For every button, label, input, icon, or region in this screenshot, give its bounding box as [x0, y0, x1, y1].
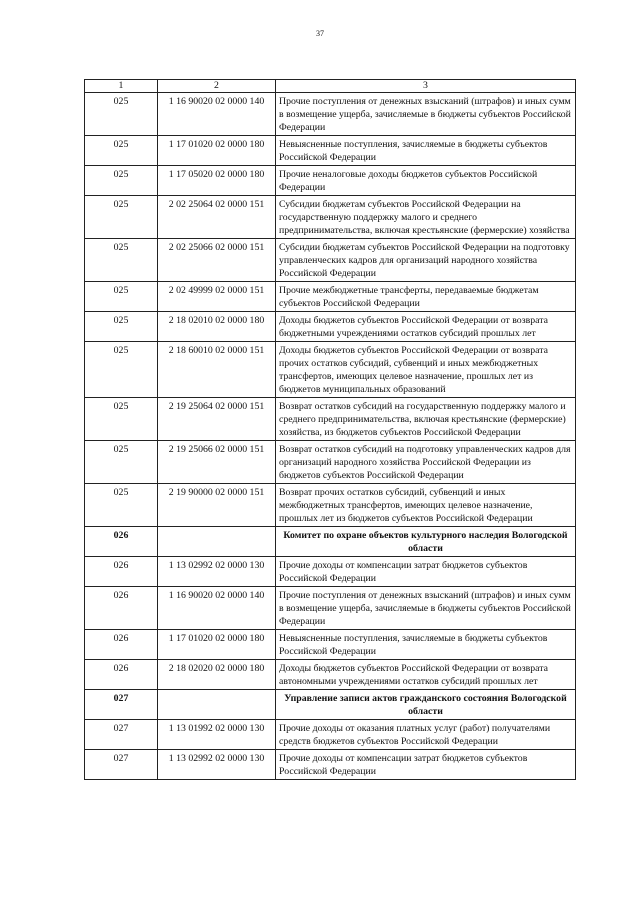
- revenue-name-cell: Комитет по охране объектов культурного наследия Вологодской области: [276, 527, 576, 557]
- budget-revenue-table: [84, 79, 576, 780]
- table-row: [85, 750, 576, 780]
- revenue-code-cell: 1 13 02992 02 0000 130: [158, 557, 276, 587]
- section-header-row: [85, 527, 576, 557]
- admin-code-cell: 025: [85, 342, 158, 398]
- revenue-code-cell: 2 18 02010 02 0000 180: [158, 312, 276, 342]
- admin-code-cell: 025: [85, 166, 158, 196]
- admin-code-cell: 027: [85, 750, 158, 780]
- table-row: [85, 136, 576, 166]
- revenue-name-cell: Доходы бюджетов субъектов Российской Федерации от возврата прочих остатков субсидий, субвенций и иных межбюджетных трансфертов, имеющих целевое назначение, прошлых лет из бюджетов муниципальных образований: [276, 342, 576, 398]
- revenue-code-cell: 2 19 90000 02 0000 151: [158, 484, 276, 527]
- table-row: [85, 660, 576, 690]
- table-row: [85, 93, 576, 136]
- revenue-code-cell: [158, 690, 276, 720]
- admin-code-cell: 025: [85, 196, 158, 239]
- page-number: 37: [316, 29, 324, 38]
- revenue-name-cell: Невыясненные поступления, зачисляемые в бюджеты субъектов Российской Федерации: [276, 630, 576, 660]
- header-col-3: 3: [276, 80, 576, 93]
- admin-code-cell: 026: [85, 660, 158, 690]
- revenue-code-cell: 1 16 90020 02 0000 140: [158, 93, 276, 136]
- admin-code-cell: 025: [85, 441, 158, 484]
- admin-code-cell: 027: [85, 720, 158, 750]
- table-row: [85, 398, 576, 441]
- revenue-name-cell: Доходы бюджетов субъектов Российской Федерации от возврата автономными учреждениями остатков субсидий прошлых лет: [276, 660, 576, 690]
- table-row: [85, 557, 576, 587]
- table-row: [85, 196, 576, 239]
- revenue-name-cell: Прочие доходы от компенсации затрат бюджетов субъектов Российской Федерации: [276, 557, 576, 587]
- header-col-1: 1: [85, 80, 158, 93]
- revenue-code-cell: 2 19 25066 02 0000 151: [158, 441, 276, 484]
- table-row: [85, 484, 576, 527]
- revenue-name-cell: Прочие доходы от компенсации затрат бюджетов субъектов Российской Федерации: [276, 750, 576, 780]
- admin-code-cell: 026: [85, 557, 158, 587]
- table-row: [85, 441, 576, 484]
- revenue-code-cell: 2 02 25066 02 0000 151: [158, 239, 276, 282]
- table-row: [85, 312, 576, 342]
- admin-code-cell: 025: [85, 93, 158, 136]
- revenue-code-cell: 2 02 25064 02 0000 151: [158, 196, 276, 239]
- revenue-name-cell: Возврат прочих остатков субсидий, субвенций и иных межбюджетных трансфертов, имеющих целевое назначение, прошлых лет из бюджетов субъектов Российской Федерации: [276, 484, 576, 527]
- revenue-name-cell: Прочие поступления от денежных взысканий (штрафов) и иных сумм в возмещение ущерба, зачисляемые в бюджеты субъектов Российской Федерации: [276, 587, 576, 630]
- revenue-name-cell: Прочие межбюджетные трансферты, передаваемые бюджетам субъектов Российской Федерации: [276, 282, 576, 312]
- revenue-code-cell: 2 18 02020 02 0000 180: [158, 660, 276, 690]
- revenue-name-cell: Управление записи актов гражданского состояния Вологодской области: [276, 690, 576, 720]
- admin-code-cell: 025: [85, 398, 158, 441]
- table-row: [85, 720, 576, 750]
- admin-code-cell: 025: [85, 282, 158, 312]
- revenue-name-cell: Прочие поступления от денежных взысканий (штрафов) и иных сумм в возмещение ущерба, зачисляемые в бюджеты субъектов Российской Федерации: [276, 93, 576, 136]
- admin-code-cell: 025: [85, 312, 158, 342]
- revenue-name-cell: Субсидии бюджетам субъектов Российской Федерации на государственную поддержку малого и среднего предпринимательства, включая крестьянские (фермерские) хозяйства: [276, 196, 576, 239]
- revenue-name-cell: Прочие неналоговые доходы бюджетов субъектов Российской Федерации: [276, 166, 576, 196]
- revenue-code-cell: 2 19 25064 02 0000 151: [158, 398, 276, 441]
- revenue-code-cell: 1 16 90020 02 0000 140: [158, 587, 276, 630]
- revenue-name-cell: Субсидии бюджетам субъектов Российской Федерации на подготовку управленческих кадров для организаций народного хозяйства Российской Федерации: [276, 239, 576, 282]
- revenue-code-cell: 1 17 01020 02 0000 180: [158, 630, 276, 660]
- admin-code-cell: 027: [85, 690, 158, 720]
- revenue-name-cell: Прочие доходы от оказания платных услуг (работ) получателями средств бюджетов субъектов Российской Федерации: [276, 720, 576, 750]
- revenue-code-cell: 1 13 02992 02 0000 130: [158, 750, 276, 780]
- admin-code-cell: 025: [85, 484, 158, 527]
- admin-code-cell: 025: [85, 136, 158, 166]
- section-header-row: [85, 690, 576, 720]
- revenue-code-cell: 1 17 01020 02 0000 180: [158, 136, 276, 166]
- revenue-code-cell: 2 18 60010 02 0000 151: [158, 342, 276, 398]
- table-row: [85, 587, 576, 630]
- table-body: [85, 93, 576, 780]
- header-col-2: 2: [158, 80, 276, 93]
- revenue-code-cell: 1 13 01992 02 0000 130: [158, 720, 276, 750]
- table-row: [85, 342, 576, 398]
- table-header-row: [85, 80, 576, 93]
- revenue-code-cell: 1 17 05020 02 0000 180: [158, 166, 276, 196]
- revenue-code-cell: [158, 527, 276, 557]
- revenue-name-cell: Возврат остатков субсидий на государственную поддержку малого и среднего предпринимательства, включая крестьянские (фермерские) хозяйства, из бюджетов субъектов Российской Федерации: [276, 398, 576, 441]
- admin-code-cell: 026: [85, 587, 158, 630]
- revenue-name-cell: Невыясненные поступления, зачисляемые в бюджеты субъектов Российской Федерации: [276, 136, 576, 166]
- admin-code-cell: 026: [85, 630, 158, 660]
- admin-code-cell: 025: [85, 239, 158, 282]
- table-row: [85, 239, 576, 282]
- revenue-code-cell: 2 02 49999 02 0000 151: [158, 282, 276, 312]
- revenue-name-cell: Доходы бюджетов субъектов Российской Федерации от возврата бюджетными учреждениями остатков субсидий прошлых лет: [276, 312, 576, 342]
- admin-code-cell: 026: [85, 527, 158, 557]
- revenue-name-cell: Возврат остатков субсидий на подготовку управленческих кадров для организаций народного хозяйства Российской Федерации из бюджетов субъектов Российской Федерации: [276, 441, 576, 484]
- table-row: [85, 166, 576, 196]
- table-row: [85, 630, 576, 660]
- table-row: [85, 282, 576, 312]
